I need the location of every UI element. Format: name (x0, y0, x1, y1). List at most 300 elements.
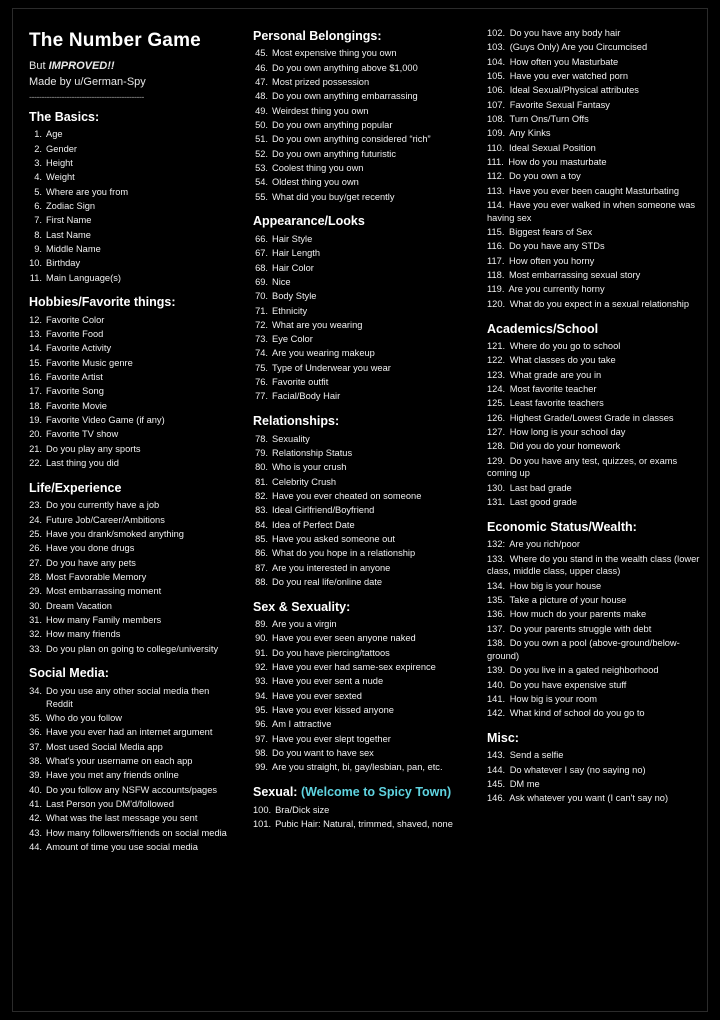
list-item-text: Who is your crush (272, 462, 347, 473)
list-item (29, 514, 235, 527)
list-item-number: 67. (255, 248, 268, 259)
list-item-number: 82. (255, 490, 268, 501)
list-item-text: Type of Underwear you wear (272, 362, 391, 373)
list-item (487, 707, 701, 720)
list-item-number: 87. (255, 562, 268, 573)
list-item (487, 440, 701, 453)
list-item-text: Last bad grade (509, 482, 572, 493)
list-item (487, 142, 701, 155)
list-item-text: DM me (509, 779, 540, 790)
list-item-number: 14. (29, 343, 42, 354)
list-item (487, 623, 701, 636)
list-item (487, 127, 701, 140)
list-item (253, 247, 469, 260)
list-item-number: 109. (487, 128, 506, 139)
list-item-text: Do you own a pool (above-ground/below-ground) (487, 638, 680, 661)
list-item (29, 328, 235, 341)
list-item-text: Most expensive thing you own (272, 48, 397, 59)
list-item (29, 798, 235, 811)
list-item (29, 571, 235, 584)
list-item-number: 120. (487, 298, 506, 309)
list-item-text: Have you asked someone out (272, 533, 396, 544)
list-item-text: Have you done drugs (46, 543, 135, 554)
list-item (487, 170, 701, 183)
list-item-text: Most favorite teacher (509, 383, 597, 394)
section-list-basics (29, 128, 235, 284)
list-item (487, 778, 701, 791)
list-item-number: 112. (487, 171, 505, 182)
list-item-number: 30. (29, 600, 42, 611)
list-item-number: 27. (29, 557, 42, 568)
section-list-social-media (29, 685, 235, 854)
list-item-text: Are you interested in anyone (272, 562, 391, 573)
list-item-text: What kind of school do you go to (509, 708, 645, 719)
list-item-number: 40. (29, 784, 42, 795)
list-item-number: 74. (255, 348, 268, 359)
list-item (487, 283, 701, 296)
list-item (29, 385, 235, 398)
list-item-text: Favorite outfit (272, 377, 329, 388)
section-list-appearance (253, 233, 469, 403)
list-item-number: 81. (255, 476, 268, 487)
list-item-number: 11. (29, 272, 42, 283)
list-item-text: How many Family members (46, 614, 162, 625)
list-item-text: Who do you follow (46, 712, 122, 723)
list-item-text: Do whatever I say (no saying no) (509, 764, 646, 775)
list-item-number: 32. (29, 629, 42, 640)
list-item-text: Eye Color (272, 334, 313, 345)
list-item-text: Middle Name (46, 243, 101, 254)
list-item (487, 496, 701, 509)
subtitle-emphasis: IMPROVED!! (48, 59, 115, 72)
list-item-number: 83. (255, 505, 268, 516)
list-item (253, 690, 469, 703)
column-3 (487, 27, 701, 1001)
list-item-number: 71. (255, 305, 268, 316)
list-item-text: How much do your parents make (509, 609, 647, 620)
list-item-text: Least favorite teachers (509, 398, 604, 409)
list-item-number: 41. (29, 798, 42, 809)
list-item-number: 66. (255, 233, 268, 244)
list-item-number: 21. (29, 443, 42, 454)
list-item-text: Turn Ons/Turn Offs (509, 113, 589, 124)
section-list-sex-sexuality (253, 618, 469, 774)
list-item (253, 262, 469, 275)
list-item (29, 784, 235, 797)
list-item (253, 62, 469, 75)
list-item-text: Ethnicity (272, 305, 308, 316)
list-item (253, 804, 469, 817)
list-item-text: Have you ever walked in when someone was having sex (487, 199, 696, 223)
list-item-text: Have you ever sent a nude (272, 676, 384, 687)
list-item-text: Have you met any friends online (46, 770, 179, 781)
list-item (253, 119, 469, 132)
list-item-text: Weirdest thing you own (272, 105, 369, 116)
list-item (29, 528, 235, 541)
list-item (487, 70, 701, 83)
list-item (29, 614, 235, 627)
list-item-text: Biggest fears of Sex (509, 227, 593, 238)
list-item (29, 272, 235, 285)
section-heading-appearance: Appearance/Looks (253, 214, 365, 229)
list-item-number: 145. (487, 779, 506, 790)
list-item-number: 86. (255, 548, 268, 559)
list-item-text: Have you ever cheated on someone (272, 490, 422, 501)
list-item-number: 127. (487, 426, 506, 437)
list-item-text: Do you plan on going to college/university (46, 643, 219, 654)
list-item-number: 1. (34, 129, 42, 140)
list-item (487, 482, 701, 495)
list-item-number: 51. (255, 134, 268, 145)
list-item-number: 15. (29, 357, 42, 368)
list-item (253, 233, 469, 246)
list-item (29, 171, 235, 184)
list-item-number: 117. (487, 255, 505, 266)
list-item-number: 49. (255, 105, 268, 116)
list-item (253, 90, 469, 103)
list-item-number: 125. (487, 398, 506, 409)
list-item-text: Do you own anything popular (272, 120, 393, 131)
list-item (253, 761, 469, 774)
list-item-number: 130. (487, 482, 506, 493)
list-item-text: Do you own anything considered “rich” (272, 134, 431, 145)
byline: Made by u/German-Spy (29, 75, 146, 88)
list-item (29, 726, 235, 739)
list-item (253, 191, 469, 204)
list-item-text: Favorite Color (46, 314, 105, 325)
list-item (487, 199, 701, 225)
list-item-text: Highest Grade/Lowest Grade in classes (509, 412, 674, 423)
list-item (253, 818, 469, 831)
list-item-number: 121. (487, 340, 506, 351)
list-item (487, 185, 701, 198)
list-item-text: Ask whatever you want (I can't say no) (509, 793, 669, 804)
section-list-sexual-continued (487, 27, 701, 311)
list-item-number: 97. (255, 733, 268, 744)
list-item-text: Amount of time you use social media (46, 841, 198, 852)
list-item (29, 257, 235, 270)
list-item (487, 369, 701, 382)
list-item-number: 95. (255, 705, 268, 716)
list-item-number: 24. (29, 514, 42, 525)
list-item (253, 675, 469, 688)
list-item-text: How often you horny (509, 255, 595, 266)
list-item-number: 73. (255, 334, 268, 345)
list-item-text: Do you own anything above $1,000 (272, 62, 418, 73)
list-item (253, 476, 469, 489)
list-item-text: Do you have any test, quizzes, or exams coming up (487, 455, 678, 479)
list-item-number: 135. (487, 595, 506, 606)
list-item (253, 547, 469, 560)
list-item-number: 68. (255, 262, 268, 273)
list-item (487, 693, 701, 706)
list-item-number: 20. (29, 429, 42, 440)
list-item-text: Have you ever watched porn (509, 70, 629, 81)
list-item-text: Future Job/Career/Ambitions (46, 514, 165, 525)
list-item-number: 26. (29, 543, 42, 554)
list-item (487, 41, 701, 54)
list-item-text: Do you own anything embarrassing (272, 91, 418, 102)
list-item-number: 91. (255, 647, 268, 658)
divider: ---------------------------------------------- (29, 91, 144, 102)
section-heading-relationships: Relationships: (253, 414, 340, 429)
section-list-misc (487, 749, 701, 805)
list-item-number: 53. (255, 163, 268, 173)
list-item-number: 44. (29, 841, 42, 852)
list-item-text: Are you currently horny (508, 284, 605, 295)
list-item-text: Hair Length (272, 248, 321, 259)
list-item-text: Height (46, 157, 73, 168)
list-item (29, 769, 235, 782)
list-item-text: What classes do you take (509, 355, 616, 366)
list-item-number: 89. (255, 619, 268, 630)
list-item-text: Have you ever kissed anyone (272, 705, 394, 716)
list-item-number: 3. (34, 157, 42, 168)
list-item-number: 45. (255, 48, 268, 59)
list-item-number: 140. (487, 679, 506, 690)
list-item (29, 685, 235, 711)
list-item-text: How do you masturbate (508, 156, 607, 167)
list-item (487, 664, 701, 677)
list-item-number: 47. (255, 77, 268, 88)
list-item-number: 6. (34, 200, 42, 211)
list-item (29, 186, 235, 199)
list-item (29, 214, 235, 227)
section-heading-life-experience: Life/Experience (29, 480, 122, 495)
list-item-number: 4. (34, 172, 42, 183)
list-item (487, 397, 701, 410)
list-item-number: 146. (487, 793, 506, 804)
list-item-text: How long is your school day (509, 426, 626, 437)
list-item-text: Last Name (46, 229, 91, 240)
list-item (253, 504, 469, 517)
list-item-text: Favorite Food (46, 329, 104, 340)
section-list-relationships (253, 433, 469, 589)
list-item-number: 134. (487, 580, 506, 591)
list-item-text: Main Language(s) (46, 272, 121, 283)
section-heading-basics: The Basics: (29, 109, 100, 124)
list-item (253, 376, 469, 389)
list-item-number: 54. (255, 177, 268, 188)
section-heading-sexual-main: Sexual: (253, 785, 301, 800)
list-item-number: 113. (487, 185, 505, 196)
list-item-number: 77. (255, 391, 268, 402)
list-item-number: 8. (34, 229, 42, 240)
list-item-text: Do you play any sports (46, 443, 141, 454)
list-item-number: 111. (487, 156, 504, 167)
list-item-number: 7. (34, 215, 42, 226)
list-item-text: Favorite Activity (46, 343, 112, 354)
list-item-text: Bra/Dick size (275, 804, 330, 815)
list-item (487, 538, 701, 551)
list-item-text: Dream Vacation (46, 600, 112, 611)
list-item-text: Send a selfie (509, 750, 564, 761)
list-item-text: Hair Color (272, 262, 314, 273)
list-item-number: 143. (487, 750, 506, 761)
list-item-text: Do you have expensive stuff (509, 679, 627, 690)
list-item (253, 718, 469, 731)
list-item (29, 371, 235, 384)
section-heading-economic-status: Economic Status/Wealth: (487, 519, 637, 534)
list-item (487, 255, 701, 268)
list-item (29, 128, 235, 141)
list-item-number: 98. (255, 748, 268, 759)
list-item (487, 383, 701, 396)
list-item-number: 76. (255, 377, 268, 388)
list-item-text: Do you use any other social media then Reddit (46, 685, 210, 709)
list-item-number: 84. (255, 519, 268, 530)
list-item (253, 447, 469, 460)
list-item (253, 519, 469, 532)
list-item (253, 47, 469, 60)
list-item-number: 37. (29, 741, 42, 752)
list-item-number: 92. (255, 662, 268, 673)
list-item-number: 119. (487, 284, 505, 295)
list-item-number: 50. (255, 120, 268, 131)
list-item-number: 131. (487, 497, 506, 508)
list-item-number: 136. (487, 609, 506, 620)
list-item-number: 110. (487, 142, 505, 153)
list-item (253, 176, 469, 189)
list-item (487, 792, 701, 805)
list-item (29, 428, 235, 441)
list-item-number: 19. (29, 415, 42, 426)
list-item-text: How often you Masturbate (509, 56, 619, 67)
list-item (487, 412, 701, 425)
list-item (253, 618, 469, 631)
list-item (253, 490, 469, 503)
list-item-text: Do you real life/online date (272, 576, 383, 587)
list-item-text: What was the last message you sent (46, 813, 198, 824)
list-item (253, 576, 469, 589)
list-item (29, 585, 235, 598)
section-heading-sexual-accent: (Welcome to Spicy Town) (300, 785, 452, 800)
list-item-number: 36. (29, 727, 42, 738)
section-heading-sex-sexuality: Sex & Sexuality: (253, 599, 351, 614)
list-item-text: How big is your room (509, 693, 598, 704)
list-item-number: 85. (255, 533, 268, 544)
number-game-sheet (12, 8, 708, 1012)
section-heading-academics: Academics/School (487, 321, 599, 336)
list-item (253, 105, 469, 118)
list-item-text: Most embarrassing sexual story (509, 270, 641, 281)
list-item (253, 162, 469, 175)
list-item-number: 5. (34, 186, 42, 197)
list-item (29, 157, 235, 170)
list-item-number: 104. (487, 56, 506, 67)
list-item (253, 319, 469, 332)
list-item-number: 18. (29, 400, 42, 411)
list-item-number: 78. (255, 433, 268, 444)
list-item-number: 137. (487, 623, 506, 634)
list-item-number: 116. (487, 241, 505, 252)
list-item (253, 290, 469, 303)
list-item-number: 10. (29, 258, 42, 269)
list-item-number: 100. (253, 804, 272, 815)
section-list-academics (487, 340, 701, 509)
list-item-number: 129. (487, 455, 506, 466)
list-item (29, 499, 235, 512)
list-item (487, 580, 701, 593)
list-item-text: Celebrity Crush (272, 476, 337, 487)
list-item-number: 38. (29, 755, 42, 766)
list-item-text: Most embarrassing moment (46, 586, 162, 597)
list-item (29, 414, 235, 427)
list-item-text: What's your username on each app (46, 755, 193, 766)
column-2 (253, 27, 469, 1001)
list-item-number: 142. (487, 708, 506, 719)
list-item-number: 103. (487, 42, 506, 53)
list-item (487, 340, 701, 353)
list-item-text: Oldest thing you own (272, 177, 359, 188)
subtitle (29, 60, 235, 72)
list-item-text: Ideal Sexual/Physical attributes (509, 85, 639, 96)
list-item-text: Are you wearing makeup (272, 348, 375, 359)
list-item (487, 749, 701, 762)
list-item-number: 105. (487, 70, 506, 81)
list-item-number: 39. (29, 770, 42, 781)
list-item (253, 362, 469, 375)
list-item-text: Most used Social Media app (46, 741, 163, 752)
list-item-text: What do you hope in a relationship (272, 548, 416, 559)
list-item-number: 123. (487, 369, 506, 380)
list-item-number: 43. (29, 827, 42, 838)
section-list-personal-belongings (253, 47, 469, 203)
list-item (487, 269, 701, 282)
list-item-number: 72. (255, 319, 268, 330)
list-item-text: Sexuality (272, 433, 310, 444)
list-item-text: Last good grade (509, 497, 577, 508)
list-item-text: Have you ever been caught Masturbating (509, 185, 680, 196)
list-item (487, 354, 701, 367)
list-item (29, 143, 235, 156)
list-item (487, 84, 701, 97)
list-item-number: 22. (29, 458, 42, 469)
list-item-number: 2. (34, 143, 42, 154)
list-item-text: Favorite Video Game (if any) (46, 415, 165, 426)
list-item-number: 75. (255, 362, 268, 373)
list-item-number: 70. (255, 291, 268, 302)
list-item-text: Where do you go to school (509, 340, 621, 351)
list-item-number: 107. (487, 99, 506, 110)
list-item (487, 56, 701, 69)
list-item-number: 122. (487, 355, 506, 366)
list-item-text: Birthday (46, 258, 81, 269)
list-item-number: 141. (487, 693, 506, 704)
list-item-number: 90. (255, 633, 268, 644)
list-item-number: 118. (487, 270, 505, 281)
list-item-number: 33. (29, 643, 42, 654)
list-item (29, 243, 235, 256)
column-1 (29, 27, 235, 1001)
list-item-number: 34. (29, 685, 42, 696)
list-item-number: 93. (255, 676, 268, 687)
section-heading-personal-belongings: Personal Belongings: (253, 29, 382, 43)
list-item (253, 347, 469, 360)
list-item (253, 704, 469, 717)
list-item-number: 132: (487, 539, 506, 550)
list-item (487, 240, 701, 253)
list-item-number: 55. (255, 191, 268, 202)
list-item-text: Coolest thing you own (272, 163, 364, 173)
list-item-text: Nice (272, 276, 291, 287)
list-item (29, 600, 235, 613)
section-list-sexual (253, 804, 469, 831)
list-item-text: Are you straight, bi, gay/lesbian, pan, etc. (272, 762, 443, 773)
list-item-text: Favorite Sexual Fantasy (509, 99, 610, 110)
list-item-number: 31. (29, 614, 42, 625)
list-item-number: 88. (255, 576, 268, 587)
